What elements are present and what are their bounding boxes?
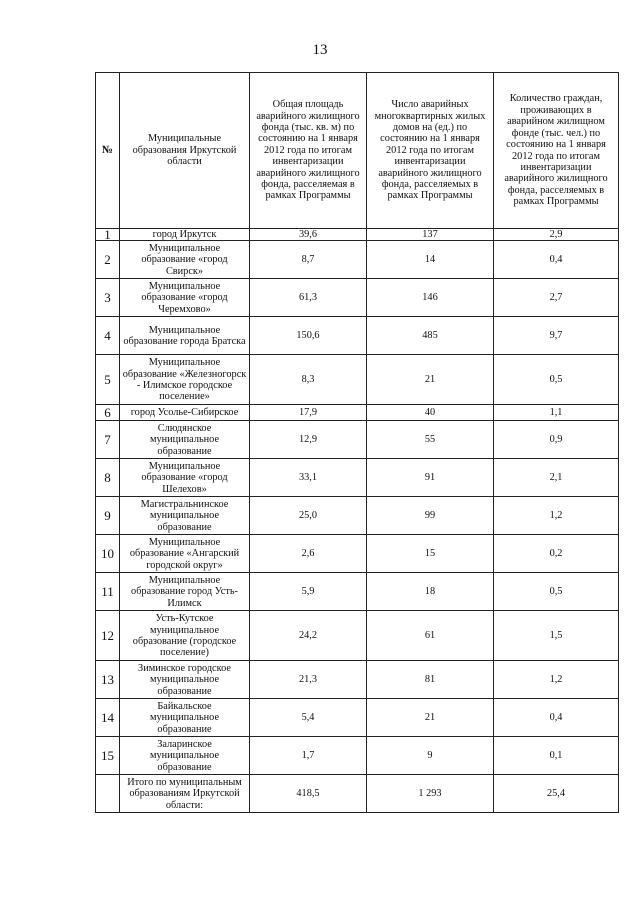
- cell-citizens: 9,7: [494, 317, 619, 355]
- table-row: [96, 497, 619, 535]
- table-row: [96, 699, 619, 737]
- cell-num: 1: [96, 229, 120, 241]
- cell-houses: 485: [367, 317, 494, 355]
- table-row: [96, 355, 619, 405]
- cell-citizens: 0,5: [494, 355, 619, 405]
- cell-num: 6: [96, 405, 120, 421]
- cell-citizens: 0,2: [494, 535, 619, 573]
- cell-name: Муниципальное образование «Железногорск - Илимское городское поселение»: [120, 355, 250, 405]
- cell-citizens: 0,4: [494, 699, 619, 737]
- cell-citizens: 0,5: [494, 573, 619, 611]
- table-row: [96, 573, 619, 611]
- cell-area: 2,6: [250, 535, 367, 573]
- cell-name: Муниципальное образование города Братска: [120, 317, 250, 355]
- cell-houses: 14: [367, 241, 494, 279]
- header-area: Общая площадь аварийного жилищного фонда (тыс. кв. м) по состоянию на 1 января 2012 года по итогам инвентаризации аварийного жилищного фонда, расселяемая в рамках Программы: [250, 73, 367, 229]
- cell-num: 3: [96, 279, 120, 317]
- cell-area: 8,3: [250, 355, 367, 405]
- cell-area: 5,4: [250, 699, 367, 737]
- cell-citizens: 1,5: [494, 611, 619, 661]
- cell-houses: 99: [367, 497, 494, 535]
- cell-area: 61,3: [250, 279, 367, 317]
- cell-citizens: 2,7: [494, 279, 619, 317]
- cell-houses: 137: [367, 229, 494, 241]
- cell-houses: 55: [367, 421, 494, 459]
- cell-area: 5,9: [250, 573, 367, 611]
- cell-area: 1,7: [250, 737, 367, 775]
- cell-houses: 18: [367, 573, 494, 611]
- header-houses: Число аварийных многоквартирных жилых домов на (ед.) по состоянию на 1 января 2012 года по итогам инвентаризации аварийного жилищного фонда, расселяемых в рамках Программы: [367, 73, 494, 229]
- table-row: [96, 737, 619, 775]
- cell-area: 12,9: [250, 421, 367, 459]
- cell-area: 150,6: [250, 317, 367, 355]
- total-citizens: 25,4: [494, 775, 619, 813]
- table-header-row: [96, 73, 619, 229]
- cell-citizens: 2,1: [494, 459, 619, 497]
- cell-area: 17,9: [250, 405, 367, 421]
- table-row: [96, 317, 619, 355]
- table-row: [96, 611, 619, 661]
- cell-area: 8,7: [250, 241, 367, 279]
- cell-houses: 21: [367, 699, 494, 737]
- cell-area: 24,2: [250, 611, 367, 661]
- header-num: №: [96, 73, 120, 229]
- cell-num: 10: [96, 535, 120, 573]
- cell-num: 11: [96, 573, 120, 611]
- cell-name: город Иркутск: [120, 229, 250, 241]
- cell-houses: 81: [367, 661, 494, 699]
- cell-area: 25,0: [250, 497, 367, 535]
- cell-name: Муниципальное образование «город Шелехов»: [120, 459, 250, 497]
- table-row: [96, 661, 619, 699]
- cell-area: 21,3: [250, 661, 367, 699]
- cell-citizens: 1,2: [494, 661, 619, 699]
- cell-num: 5: [96, 355, 120, 405]
- cell-area: 33,1: [250, 459, 367, 497]
- header-municipality: Муниципальные образования Иркутской области: [120, 73, 250, 229]
- cell-citizens: 0,1: [494, 737, 619, 775]
- cell-num: 15: [96, 737, 120, 775]
- header-citizens: Количество граждан, проживающих в аварийном жилищном фонде (тыс. чел.) по состоянию на 1 января 2012 года по итогам инвентаризации аварийного жилищного фонда, расселяемых в рамках Программы: [494, 73, 619, 229]
- cell-num: 8: [96, 459, 120, 497]
- cell-name: Муниципальное образование «город Черемхово»: [120, 279, 250, 317]
- cell-name: Усть-Кутское муниципальное образование (городское поселение): [120, 611, 250, 661]
- table-row: [96, 535, 619, 573]
- cell-houses: 61: [367, 611, 494, 661]
- cell-name: Заларинское муниципальное образование: [120, 737, 250, 775]
- cell-num: 14: [96, 699, 120, 737]
- cell-houses: 21: [367, 355, 494, 405]
- table-row: [96, 459, 619, 497]
- cell-name: Слюдянское муниципальное образование: [120, 421, 250, 459]
- table-row: [96, 241, 619, 279]
- cell-num: 9: [96, 497, 120, 535]
- cell-citizens: 1,2: [494, 497, 619, 535]
- cell-citizens: 1,1: [494, 405, 619, 421]
- cell-citizens: 0,9: [494, 421, 619, 459]
- total-name: Итого по муниципальным образованиям Иркутской области:: [120, 775, 250, 813]
- cell-houses: 91: [367, 459, 494, 497]
- cell-citizens: 2,9: [494, 229, 619, 241]
- table-row: [96, 279, 619, 317]
- cell-num: 4: [96, 317, 120, 355]
- total-area: 418,5: [250, 775, 367, 813]
- table-body: [96, 229, 619, 813]
- table-row: [96, 405, 619, 421]
- cell-name: Муниципальное образование город Усть-Илимск: [120, 573, 250, 611]
- cell-houses: 15: [367, 535, 494, 573]
- total-houses: 1 293: [367, 775, 494, 813]
- cell-num: 12: [96, 611, 120, 661]
- cell-name: Муниципальное образование «Ангарский городской округ»: [120, 535, 250, 573]
- total-row: [96, 775, 619, 813]
- page-number: 13: [312, 42, 328, 58]
- cell-houses: 146: [367, 279, 494, 317]
- cell-area: 39,6: [250, 229, 367, 241]
- cell-houses: 9: [367, 737, 494, 775]
- cell-num: 2: [96, 241, 120, 279]
- cell-houses: 40: [367, 405, 494, 421]
- table-row: [96, 421, 619, 459]
- cell-name: Магистральнинское муниципальное образование: [120, 497, 250, 535]
- total-num-cell: [96, 775, 120, 813]
- cell-name: город Усолье-Сибирское: [120, 405, 250, 421]
- cell-citizens: 0,4: [494, 241, 619, 279]
- cell-name: Зиминское городское муниципальное образование: [120, 661, 250, 699]
- emergency-housing-table: [95, 72, 619, 813]
- cell-num: 7: [96, 421, 120, 459]
- cell-num: 13: [96, 661, 120, 699]
- cell-name: Байкальское муниципальное образование: [120, 699, 250, 737]
- table-row: [96, 229, 619, 241]
- cell-name: Муниципальное образование «город Свирск»: [120, 241, 250, 279]
